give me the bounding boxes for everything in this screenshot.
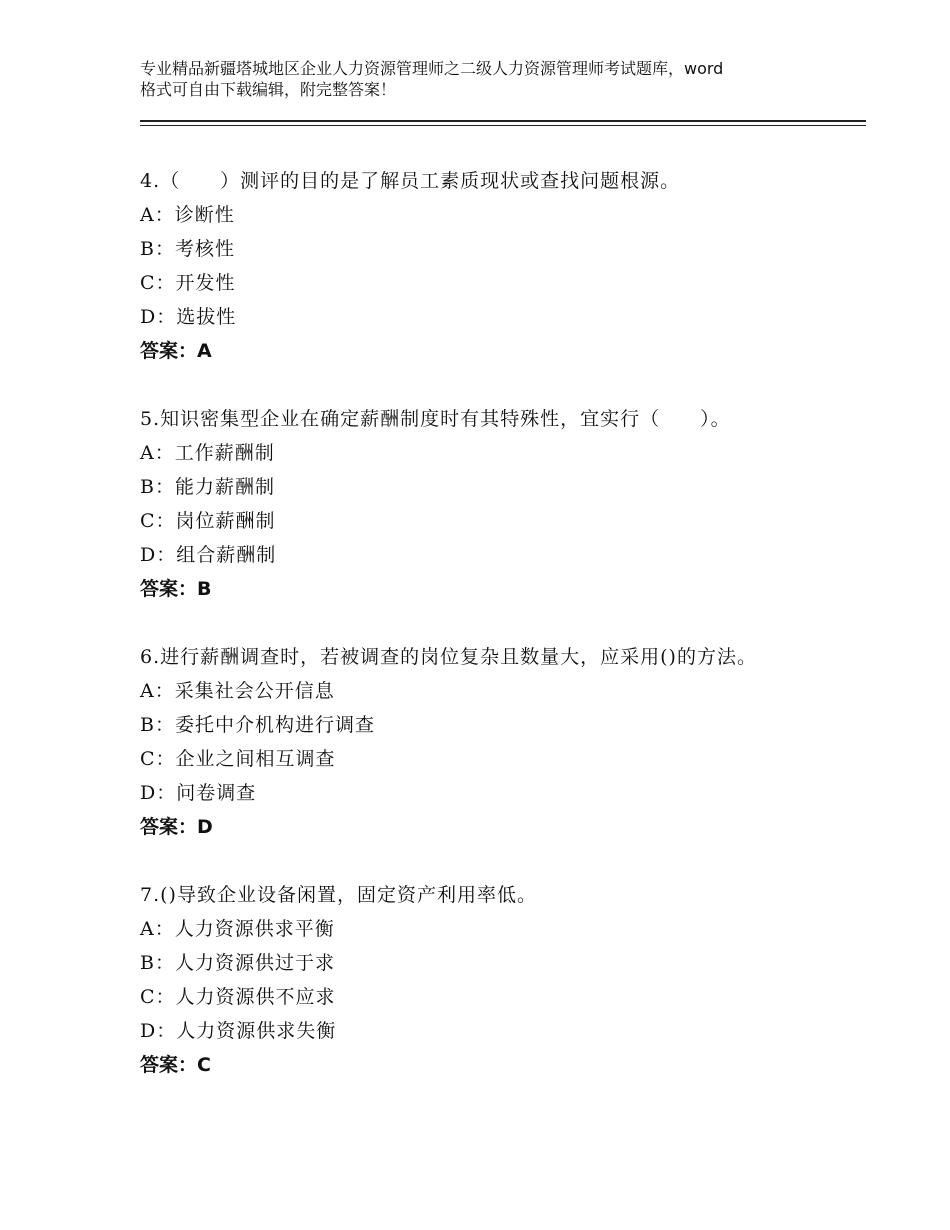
option-d: D：选拔性 — [140, 306, 237, 328]
question-list — [140, 164, 820, 1116]
option-b: B：委托中介机构进行调查 — [140, 714, 375, 736]
option-c: C：开发性 — [140, 272, 236, 294]
document-header — [140, 58, 840, 100]
option-d: D：组合薪酬制 — [140, 544, 277, 566]
option-b: B：考核性 — [140, 238, 235, 260]
option-c: C：企业之间相互调查 — [140, 748, 336, 770]
answer-label: 答案：B — [140, 578, 212, 600]
option-d: D：人力资源供求失衡 — [140, 1020, 337, 1042]
option-d: D：问卷调查 — [140, 782, 257, 804]
question-4 — [140, 164, 820, 368]
option-c: C：岗位薪酬制 — [140, 510, 276, 532]
question-stem: 4.（ ）测评的目的是了解员工素质现状或查找问题根源。 — [140, 170, 681, 192]
question-stem: 7.()导致企业设备闲置，固定资产利用率低。 — [140, 884, 537, 906]
header-line-1: 专业精品新疆塔城地区企业人力资源管理师之二级人力资源管理师考试题库，word — [140, 59, 724, 78]
header-divider-thick — [140, 120, 866, 122]
question-stem: 6.进行薪酬调查时，若被调查的岗位复杂且数量大，应采用()的方法。 — [140, 646, 757, 668]
option-a: A：采集社会公开信息 — [140, 680, 335, 702]
answer-label: 答案：D — [140, 816, 213, 838]
option-a: A：工作薪酬制 — [140, 442, 275, 464]
answer-label: 答案：A — [140, 340, 212, 362]
answer-label: 答案：C — [140, 1054, 211, 1076]
option-a: A：诊断性 — [140, 204, 235, 226]
option-b: B：能力薪酬制 — [140, 476, 275, 498]
header-divider-thin — [140, 125, 866, 126]
question-5 — [140, 402, 820, 606]
option-b: B：人力资源供过于求 — [140, 952, 335, 974]
question-7 — [140, 878, 820, 1082]
question-6 — [140, 640, 820, 844]
question-stem: 5.知识密集型企业在确定薪酬制度时有其特殊性，宜实行（ ）。 — [140, 408, 731, 430]
header-line-2: 格式可自由下载编辑，附完整答案！ — [140, 80, 397, 99]
option-c: C：人力资源供不应求 — [140, 986, 336, 1008]
option-a: A：人力资源供求平衡 — [140, 918, 335, 940]
